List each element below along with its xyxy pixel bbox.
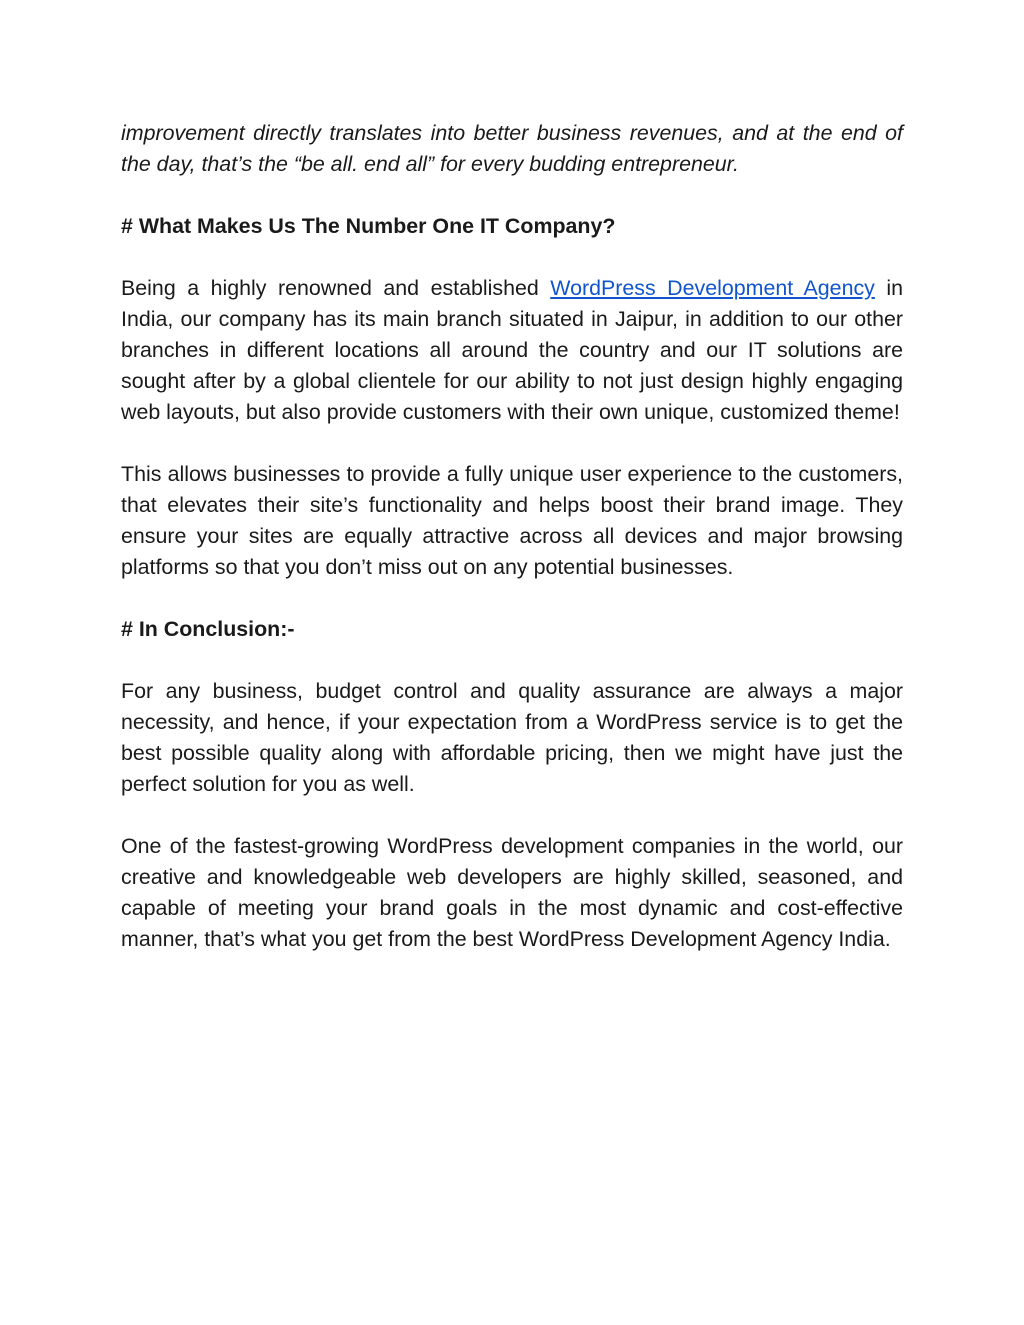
experience-paragraph: This allows businesses to provide a fully unique user experience to the customers, that elevates their site’s functionality and helps boost their brand image. They ensure your sites are equally attractive across all devices and major browsing platforms so that you don’t miss out on any potential businesses. [121, 462, 903, 579]
intro-paragraph: improvement directly translates into better business revenues, and at the end of the day, that’s the “be all. end all” for every budding entrepreneur. [121, 121, 903, 176]
wordpress-agency-link[interactable]: WordPress Development Agency [550, 276, 875, 300]
company-paragraph-rest: in India, our company has its main branch situated in Jaipur, in addition to our other branches in different locations all around the country and our IT solutions are sought after by a global clientele for our ability to not just design highly engaging web layouts, but also provide customers with their own unique, customized theme! [121, 276, 903, 424]
conclusion-paragraph-1: For any business, budget control and quality assurance are always a major necessity, and hence, if your expectation from a WordPress service is to get the best possible quality along with affordable pricing, then we might have just the perfect solution for you as well. [121, 679, 903, 796]
document-page [121, 118, 903, 986]
section-heading-number-one: # What Makes Us The Number One IT Company? [121, 214, 616, 238]
company-paragraph-start: Being a highly renowned and established [121, 276, 551, 300]
conclusion-paragraph-2: One of the fastest-growing WordPress development companies in the world, our creative and knowledgeable web developers are highly skilled, seasoned, and capable of meeting your brand goals in the most dynamic and cost-effective manner, that’s what you get from the best WordPress Development Agency India. [121, 834, 903, 951]
company-paragraph [121, 273, 903, 428]
section-heading-conclusion: # In Conclusion:- [121, 617, 295, 641]
